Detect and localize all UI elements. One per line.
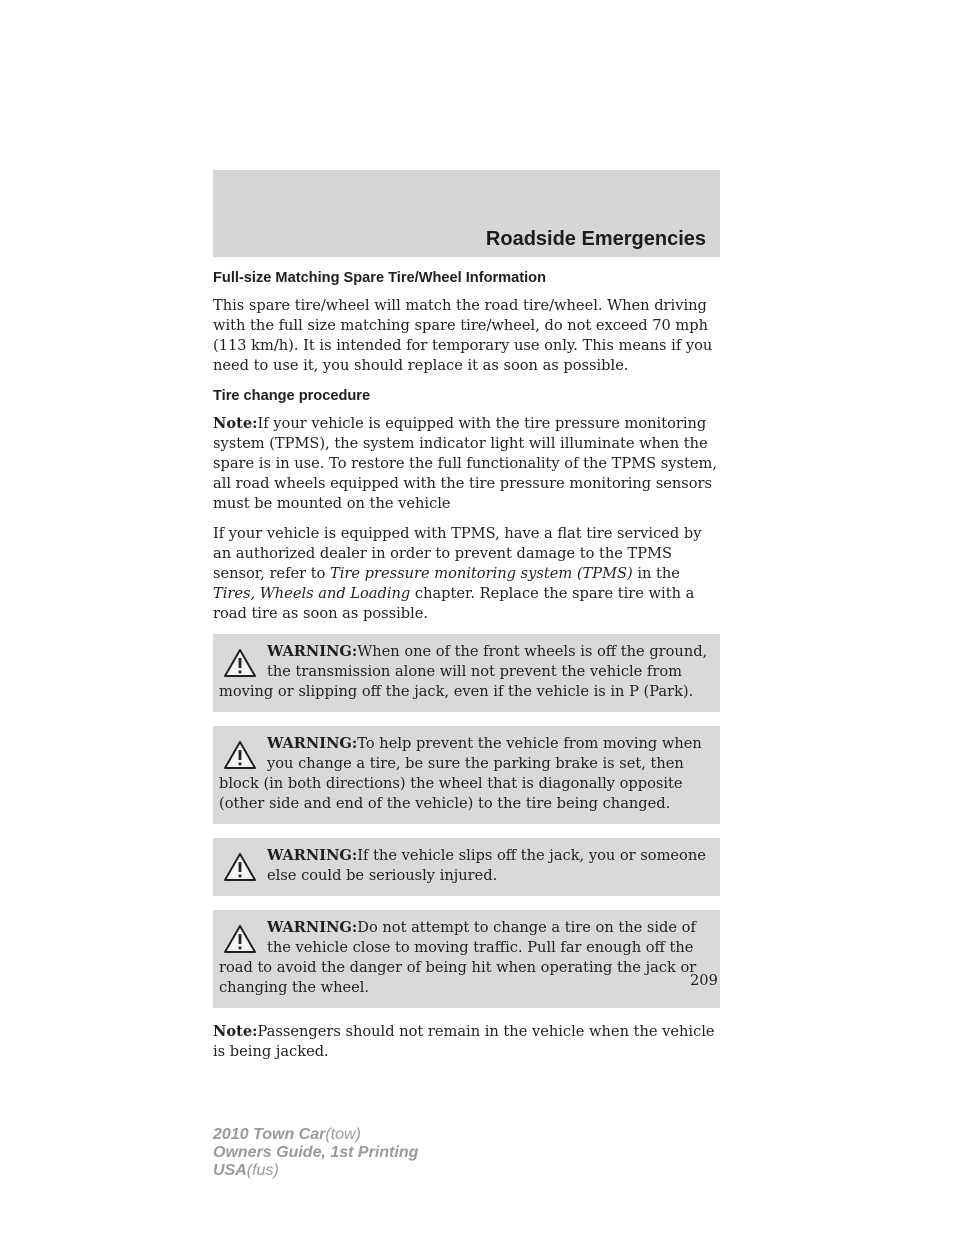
section-header-band [213,170,720,257]
warning-text: Do not attempt to change a tire on the side of the vehicle close to moving traffic. Pull far enough off the road to avoid the danger of being hit when operating the jack or changing the wheel. [219,919,697,996]
footer-line-edition [213,1144,418,1162]
page-content [213,268,720,1072]
passenger-note [213,1022,720,1062]
paragraph-text: in the [632,565,680,582]
note-label: Note: [213,415,258,432]
note-label: Note: [213,1023,258,1040]
paragraph-text: chapter. Replace the spare tire with a road tire as soon as possible. [213,585,695,622]
warning-box [213,634,720,712]
warning-triangle-icon [223,852,257,882]
spare-tire-heading: Full-size Matching Spare Tire/Wheel Information [213,270,546,286]
warning-label: WARNING: [267,847,358,864]
warning-label: WARNING: [267,643,358,660]
footer-line-market [213,1162,418,1180]
warning-text: If the vehicle slips off the jack, you or someone else could be seriously injured. [267,847,706,884]
section-title: Roadside Emergencies [485,228,706,250]
chapter-reference: Tires, Wheels and Loading [213,585,411,602]
paragraph-text: If your vehicle is equipped with TPMS, have a flat tire serviced by an authorized dealer in order to prevent damage to the TPMS sensor, refer to [213,525,702,582]
footer-model-code: (tow) [325,1126,361,1143]
warning-label: WARNING: [267,735,358,752]
footer-line-model [213,1126,418,1144]
page-number: 209 [690,972,718,989]
footer-model: 2010 Town Car [213,1126,326,1143]
tire-change-heading: Tire change procedure [213,388,371,404]
note-text: Passengers should not remain in the vehicle when the vehicle is being jacked. [213,1023,715,1060]
footer-market-code: (fus) [246,1162,279,1179]
warning-label: WARNING: [267,919,358,936]
warning-triangle-icon [223,648,257,678]
warning-triangle-icon [223,740,257,770]
warning-box [213,910,720,1008]
warning-box [213,838,720,896]
warning-box [213,726,720,824]
tpms-service-paragraph [213,524,720,624]
tpms-note [213,414,720,514]
warning-text: To help prevent the vehicle from moving when you change a tire, be sure the parking brake is set, then block (in both directions) the wheel that is diagonally opposite (other side and end of the vehicle) to the tire being changed. [219,735,702,812]
warning-triangle-icon [223,924,257,954]
document-footer [213,1126,418,1180]
tpms-reference: Tire pressure monitoring system (TPMS) [330,565,633,582]
footer-edition: Owners Guide, 1st Printing [213,1144,419,1161]
footer-market: USA [213,1162,247,1179]
warning-text: When one of the front wheels is off the ground, the transmission alone will not prevent the vehicle from moving or slipping off the jack, even if the vehicle is in P (Park). [219,643,708,700]
spare-tire-paragraph: This spare tire/wheel will match the road tire/wheel. When driving with the full size matching spare tire/wheel, do not exceed 70 mph (113 km/h). It is intended for temporary use only. This means if you need to use it, you should replace it as soon as possible. [213,297,713,374]
note-text: If your vehicle is equipped with the tire pressure monitoring system (TPMS), the system indicator light will illuminate when the spare is in use. To restore the full functionality of the TPMS system, all road wheels equipped with the tire pressure monitoring sensors must be mounted on the vehicle [213,415,718,512]
